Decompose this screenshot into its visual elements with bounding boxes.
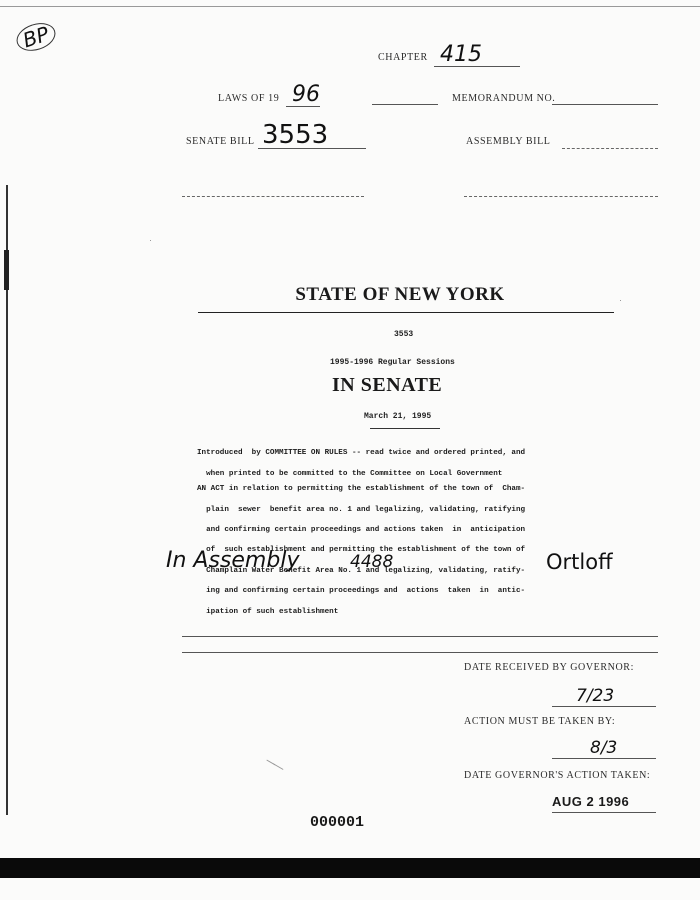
state-title: STATE OF NEW YORK xyxy=(295,284,505,305)
action-taken-line xyxy=(552,812,656,813)
bill-number: 3553 xyxy=(394,330,414,339)
bill-date-underline xyxy=(370,428,440,429)
action-taken-label: DATE GOVERNOR'S ACTION TAKEN: xyxy=(464,770,651,781)
introduced-line-1: Introduced by COMMITTEE ON RULES -- read twice and ordered printed, and xyxy=(197,449,526,458)
action-taken-stamp: AUG 2 1996 xyxy=(552,794,630,809)
state-title-underline xyxy=(198,312,614,313)
act-line-7: ipation of such establishment xyxy=(197,607,339,616)
laws-blank-line xyxy=(372,104,438,105)
laws-line xyxy=(286,106,320,107)
chapter-label: CHAPTER xyxy=(378,52,428,63)
bill-date: March 21, 1995 xyxy=(364,412,432,421)
date-received-line xyxy=(552,706,656,707)
sponsor-handwritten: Ortloff xyxy=(546,550,613,574)
act-line-1: AN ACT in relation to permitting the establishment of the town of Cham- xyxy=(197,485,526,494)
in-assembly-handwritten: In Assembly xyxy=(166,548,300,573)
laws-value: 96 xyxy=(292,82,320,107)
senate-bill-value: 3553 xyxy=(262,120,329,150)
date-received-label: DATE RECEIVED BY GOVERNOR: xyxy=(464,662,634,673)
session-text: 1995-1996 Regular Sessions xyxy=(330,358,455,367)
introduced-line-2: when printed to be committed to the Committee on Local Government xyxy=(197,469,503,478)
laws-label: LAWS OF 19 xyxy=(218,93,280,104)
chapter-value: 415 xyxy=(440,42,482,67)
act-line-4: of such establishment and permitting the establishment of the town of xyxy=(197,546,526,555)
senate-bill-label: SENATE BILL xyxy=(186,136,255,147)
action-by-value: 8/3 xyxy=(590,738,618,758)
date-received-value: 7/23 xyxy=(576,686,615,706)
act-line-5: Champlain Water Benefit Area No. 1 and legalizing, validating, ratify- xyxy=(197,566,526,575)
chapter-line xyxy=(434,66,520,67)
right-blank-line xyxy=(464,196,658,197)
memorandum-label: MEMORANDUM NO. xyxy=(452,93,556,104)
assembly-bill-line xyxy=(562,148,658,149)
scan-speck xyxy=(150,240,151,241)
action-by-label: ACTION MUST BE TAKEN BY: xyxy=(464,716,616,727)
governor-rule-2 xyxy=(182,652,658,653)
act-line-3: and confirming certain proceedings and actions taken in anticipation xyxy=(197,526,526,535)
chamber-title: IN SENATE xyxy=(332,374,443,396)
bottom-scan-bar xyxy=(0,858,700,878)
scan-speck xyxy=(273,763,284,770)
left-blank-line xyxy=(182,196,364,197)
act-line-6: ing and confirming certain proceedings and actions taken in antic- xyxy=(197,587,526,596)
senate-bill-line xyxy=(258,148,366,149)
assembly-bill-label: ASSEMBLY BILL xyxy=(466,136,551,147)
act-line-2: plain sewer benefit area no. 1 and legalizing, validating, ratifying xyxy=(197,505,526,514)
page-number: 000001 xyxy=(310,814,365,831)
scan-speck xyxy=(620,300,621,301)
assembly-number-handwritten: 4488 xyxy=(350,552,394,572)
governor-rule-1 xyxy=(182,636,658,637)
memorandum-line xyxy=(552,104,658,105)
action-by-line xyxy=(552,758,656,759)
top-rule xyxy=(0,6,700,7)
corner-mark: BP xyxy=(13,18,59,55)
